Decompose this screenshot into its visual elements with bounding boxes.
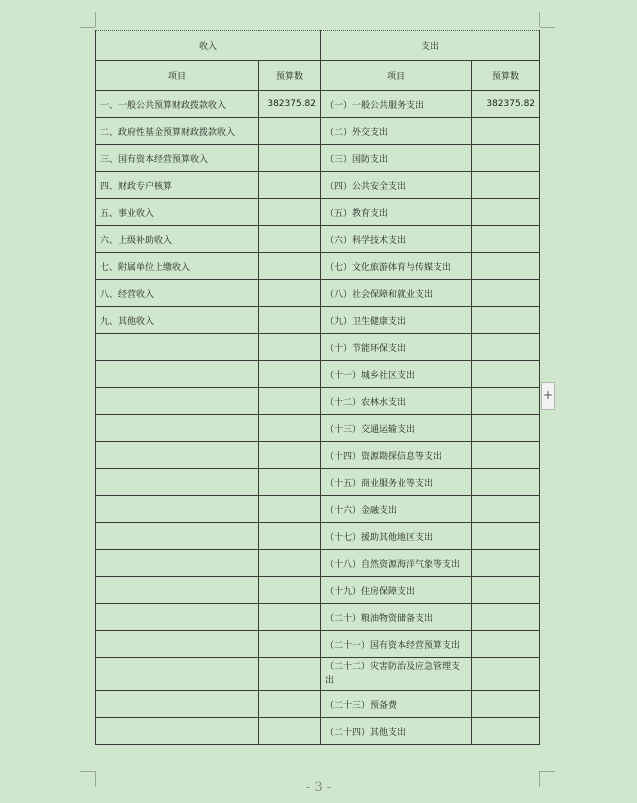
expenditure-value-cell[interactable]	[472, 604, 540, 631]
expenditure-item-cell[interactable]: （十五）商业服务业等支出	[321, 469, 472, 496]
expenditure-item-cell[interactable]: （十九）住房保障支出	[321, 577, 472, 604]
expenditure-value-cell[interactable]	[472, 145, 540, 172]
expenditure-item-cell[interactable]: （六）科学技术支出	[321, 226, 472, 253]
income-value-cell[interactable]	[259, 604, 321, 631]
income-value-cell[interactable]	[259, 442, 321, 469]
table-row	[96, 523, 540, 550]
expenditure-item-cell[interactable]: （十二）农林水支出	[321, 388, 472, 415]
table-row	[96, 145, 540, 172]
table-row	[96, 604, 540, 631]
table-row	[96, 577, 540, 604]
income-item-cell[interactable]: 九、其他收入	[96, 307, 259, 334]
expenditure-value-cell[interactable]	[472, 496, 540, 523]
income-item-cell[interactable]	[96, 718, 259, 745]
expenditure-value-cell[interactable]	[472, 334, 540, 361]
expenditure-value-cell[interactable]	[472, 718, 540, 745]
income-value-cell[interactable]	[259, 415, 321, 442]
expenditure-item-cell[interactable]: （十）节能环保支出	[321, 334, 472, 361]
income-item-cell[interactable]	[96, 631, 259, 658]
crop-mark	[539, 12, 540, 27]
table-row	[96, 253, 540, 280]
budget-table	[95, 30, 540, 745]
table-row	[96, 415, 540, 442]
expenditure-item-cell[interactable]: （四）公共安全支出	[321, 172, 472, 199]
expenditure-header[interactable]: 支出	[321, 31, 540, 61]
income-value-cell[interactable]	[259, 361, 321, 388]
income-value-cell[interactable]	[259, 172, 321, 199]
add-row-button[interactable]: +	[541, 382, 555, 410]
expenditure-value-cell[interactable]	[472, 577, 540, 604]
income-value-cell[interactable]	[259, 334, 321, 361]
expenditure-item-cell[interactable]: （五）教育支出	[321, 199, 472, 226]
income-item-cell[interactable]: 六、上级补助收入	[96, 226, 259, 253]
crop-mark	[540, 771, 555, 772]
table-row	[96, 691, 540, 718]
income-value-cell[interactable]	[259, 199, 321, 226]
income-value-cell[interactable]	[259, 577, 321, 604]
income-value-cell[interactable]	[259, 253, 321, 280]
crop-mark	[95, 12, 96, 27]
expenditure-value-cell[interactable]	[472, 442, 540, 469]
income-value-cell[interactable]	[259, 307, 321, 334]
income-item-cell[interactable]	[96, 442, 259, 469]
income-item-cell[interactable]	[96, 523, 259, 550]
income-item-cell[interactable]: 七、附属单位上缴收入	[96, 253, 259, 280]
table-row	[96, 631, 540, 658]
income-item-cell[interactable]	[96, 577, 259, 604]
table-row	[96, 226, 540, 253]
expenditure-item-cell[interactable]: （二）外交支出	[321, 118, 472, 145]
expenditure-value-cell[interactable]	[472, 199, 540, 226]
table-row	[96, 307, 540, 334]
income-value-cell[interactable]	[259, 523, 321, 550]
income-value-cell[interactable]	[259, 226, 321, 253]
expenditure-value-cell[interactable]	[472, 388, 540, 415]
expenditure-item-cell[interactable]: （十四）资源勘探信息等支出	[321, 442, 472, 469]
income-item-cell[interactable]: 四、财政专户核算	[96, 172, 259, 199]
income-header[interactable]: 收入	[96, 31, 321, 61]
expenditure-item-cell[interactable]: （二十四）其他支出	[321, 718, 472, 745]
income-value-cell[interactable]	[259, 691, 321, 718]
expenditure-value-cell[interactable]	[472, 469, 540, 496]
crop-mark	[80, 27, 95, 28]
expenditure-value-cell[interactable]: 382375.82	[472, 91, 540, 118]
expenditure-value-cell[interactable]	[472, 550, 540, 577]
table-row	[96, 388, 540, 415]
crop-mark	[80, 771, 95, 772]
income-item-cell[interactable]: 一、一般公共预算财政拨款收入	[96, 91, 259, 118]
expenditure-value-cell[interactable]	[472, 253, 540, 280]
income-item-cell[interactable]	[96, 334, 259, 361]
expenditure-item-cell[interactable]: （二十一）国有资本经营预算支出	[321, 631, 472, 658]
income-value-cell[interactable]	[259, 280, 321, 307]
expenditure-item-cell[interactable]: （十一）城乡社区支出	[321, 361, 472, 388]
table-row	[96, 550, 540, 577]
expenditure-value-cell[interactable]	[472, 691, 540, 718]
income-item-header[interactable]: 项目	[96, 61, 259, 91]
expenditure-value-cell[interactable]	[472, 118, 540, 145]
expenditure-item-header[interactable]: 项目	[321, 61, 472, 91]
expenditure-item-cell[interactable]: （十七）援助其他地区支出	[321, 523, 472, 550]
table-row	[96, 280, 540, 307]
expenditure-value-cell[interactable]	[472, 280, 540, 307]
income-value-cell[interactable]	[259, 496, 321, 523]
income-value-cell[interactable]	[259, 469, 321, 496]
expenditure-item-cell[interactable]: （十六）金融支出	[321, 496, 472, 523]
expenditure-value-cell[interactable]	[472, 307, 540, 334]
table-row	[96, 199, 540, 226]
table-row	[96, 658, 540, 691]
income-value-cell[interactable]	[259, 718, 321, 745]
expenditure-item-cell[interactable]: （七）文化旅游体育与传媒支出	[321, 253, 472, 280]
income-item-cell[interactable]	[96, 361, 259, 388]
income-item-cell[interactable]	[96, 496, 259, 523]
expenditure-item-cell[interactable]: （三）国防支出	[321, 145, 472, 172]
income-value-cell[interactable]	[259, 658, 321, 691]
expenditure-item-cell[interactable]: （九）卫生健康支出	[321, 307, 472, 334]
income-value-cell[interactable]: 382375.82	[259, 91, 321, 118]
table-row	[96, 172, 540, 199]
income-item-cell[interactable]	[96, 469, 259, 496]
expenditure-item-cell[interactable]: （二十二）灾害防治及应急管理支出	[321, 658, 472, 691]
expenditure-value-cell[interactable]	[472, 631, 540, 658]
expenditure-budget-header[interactable]: 预算数	[472, 61, 540, 91]
income-value-cell[interactable]	[259, 118, 321, 145]
expenditure-item-cell[interactable]: （二十三）预备费	[321, 691, 472, 718]
expenditure-value-cell[interactable]	[472, 361, 540, 388]
income-item-cell[interactable]	[96, 604, 259, 631]
crop-mark	[540, 27, 555, 28]
expenditure-item-cell[interactable]: （八）社会保障和就业支出	[321, 280, 472, 307]
expenditure-item-cell[interactable]: （十三）交通运输支出	[321, 415, 472, 442]
table-row	[96, 469, 540, 496]
expenditure-value-cell[interactable]	[472, 172, 540, 199]
expenditure-item-cell[interactable]: （一）一般公共服务支出	[321, 91, 472, 118]
income-item-cell[interactable]	[96, 691, 259, 718]
page-number: - 3 -	[305, 780, 332, 795]
table-row	[96, 442, 540, 469]
income-item-cell[interactable]	[96, 550, 259, 577]
table-row	[96, 91, 540, 118]
expenditure-item-cell[interactable]: （十八）自然资源海洋气象等支出	[321, 550, 472, 577]
table-row	[96, 718, 540, 745]
expenditure-value-cell[interactable]	[472, 415, 540, 442]
income-item-cell[interactable]	[96, 415, 259, 442]
expenditure-value-cell[interactable]	[472, 523, 540, 550]
expenditure-item-cell[interactable]: （二十）粮油物资储备支出	[321, 604, 472, 631]
expenditure-value-cell[interactable]	[472, 658, 540, 691]
income-value-cell[interactable]	[259, 631, 321, 658]
income-item-cell[interactable]	[96, 388, 259, 415]
table-row	[96, 118, 540, 145]
income-item-cell[interactable]: 八、经营收入	[96, 280, 259, 307]
table-row	[96, 496, 540, 523]
income-item-cell[interactable]: 三、国有资本经营预算收入	[96, 145, 259, 172]
income-item-cell[interactable]: 五、事业收入	[96, 199, 259, 226]
table-row	[96, 334, 540, 361]
expenditure-value-cell[interactable]	[472, 226, 540, 253]
income-item-cell[interactable]	[96, 658, 259, 691]
income-budget-header[interactable]: 预算数	[259, 61, 321, 91]
table-row	[96, 361, 540, 388]
income-value-cell[interactable]	[259, 550, 321, 577]
income-item-cell[interactable]: 二、政府性基金预算财政拨款收入	[96, 118, 259, 145]
income-value-cell[interactable]	[259, 388, 321, 415]
income-value-cell[interactable]	[259, 145, 321, 172]
